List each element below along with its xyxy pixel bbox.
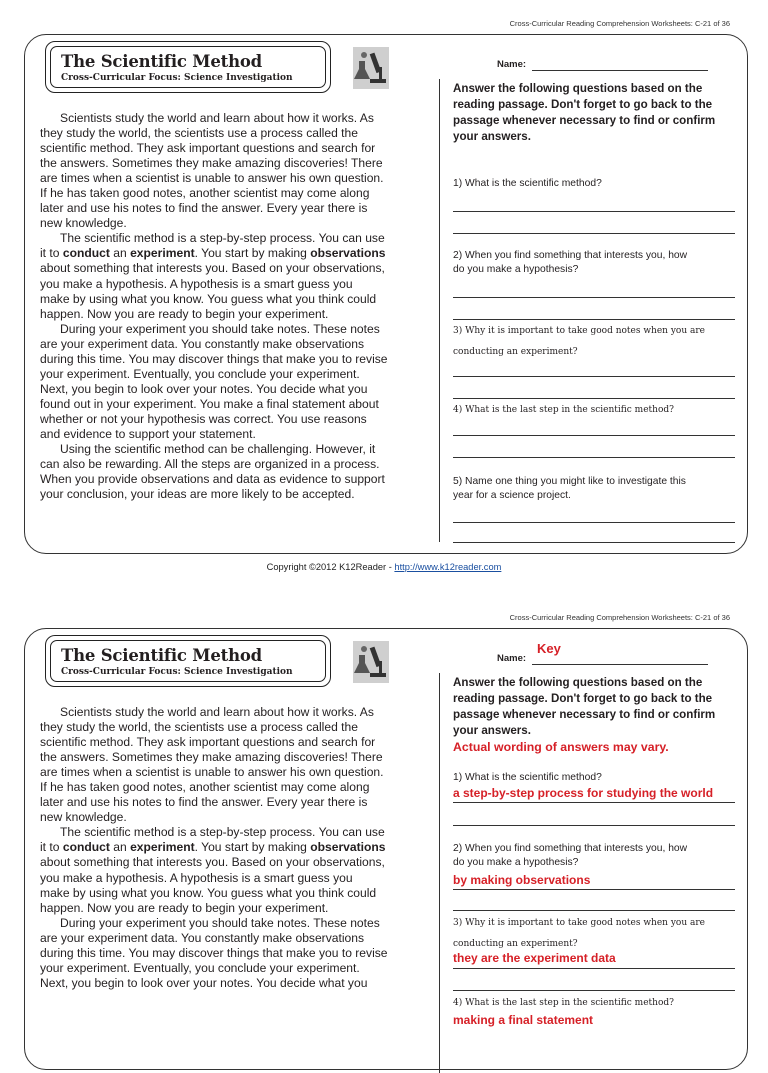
name-field[interactable]: [532, 70, 708, 71]
microscope-icon: [353, 47, 389, 89]
answer-line[interactable]: [453, 889, 735, 890]
title-box: [45, 41, 331, 93]
answer-line[interactable]: [453, 233, 735, 234]
question-3: 3) Why it is important to take good notes when you are conducting an experiment?: [453, 918, 705, 949]
answer-4: making a final statement: [453, 1013, 594, 1027]
worksheet-top: [24, 34, 748, 554]
key-label: Key: [537, 641, 561, 656]
answer-line[interactable]: [453, 542, 735, 543]
answer-line[interactable]: [453, 802, 735, 803]
copyright-link[interactable]: http://www.k12reader.com: [394, 562, 502, 572]
question-4: 4) What is the last step in the scientific method?: [453, 405, 674, 415]
page-title: The Scientific Method: [61, 52, 263, 71]
paragraph: During your experiment you should take notes. These notes are your experiment data. You constantly make observations during this time. You may discover things that make you to revise your experiment. Eventually, you conclude your experiment. Next, you begin to look over your notes. You decide what you found out in your experiment. You make a final statement about whether or not your hypothesis was correct. You use reasons and evidence to support your statement.: [40, 321, 388, 441]
answer-note: Actual wording of answers may vary.: [453, 740, 669, 754]
question-1: 1) What is the scientific method?: [453, 178, 602, 189]
question-2: 2) When you find something that interests you, how do you make a hypothesis?: [453, 250, 688, 275]
paragraph: Using the scientific method can be challenging. However, it can also be rewarding. All the steps are organized in a process. When you provide observations and data as evidence to support your conclusion, your ideas are more likely to be accepted.: [40, 442, 385, 502]
answer-line[interactable]: [453, 522, 735, 523]
page-subtitle: Cross-Curricular Focus: Science Investigation: [61, 667, 293, 677]
instructions: Answer the following questions based on the reading passage. Don't forget to go back to the passage whenever necessary to find or confirm your answers.: [453, 676, 716, 737]
question-1: 1) What is the scientific method?: [453, 772, 602, 783]
answer-2: by making observations: [453, 873, 591, 887]
answer-3: they are the experiment data: [453, 951, 616, 965]
title-box: [45, 635, 331, 687]
microscope-icon: [353, 641, 389, 683]
instructions: Answer the following questions based on the reading passage. Don't forget to go back to the passage whenever necessary to find or confirm your answers.: [453, 82, 716, 143]
answer-1: a step-by-step process for studying the world: [453, 786, 714, 800]
answer-line[interactable]: [453, 376, 735, 377]
answer-line[interactable]: [453, 435, 735, 436]
paragraph: The scientific method is a step-by-step process. You can use it to conduct an experiment. You start by making observations about something that interests you. Based on your observations, you make a hypothesis. A hypothesis is a smart guess you make by using what you know. You guess what you think could happen. Now you are ready to begin your experiment.: [40, 231, 386, 321]
question-4: 4) What is the last step in the scientific method?: [453, 998, 674, 1008]
answer-line[interactable]: [453, 825, 735, 826]
paragraph: The scientific method is a step-by-step process. You can use it to conduct an experiment. You start by making observations about something that interests you. Based on your observations, you make a hypothesis. A hypothesis is a smart guess you make by using what you know. You guess what you think could happen. Now you are ready to begin your experiment.: [40, 825, 386, 915]
column-divider: [439, 79, 440, 542]
reading-passage: [40, 111, 438, 502]
page-subtitle: Cross-Curricular Focus: Science Investigation: [61, 73, 293, 83]
question-3: 3) Why it is important to take good notes when you are conducting an experiment?: [453, 326, 705, 357]
answer-line[interactable]: [453, 211, 735, 212]
paragraph: Scientists study the world and learn about how it works. As they study the world, the scientists use a process called the scientific method. They ask important questions and search for the answers. Sometimes they make amazing discoveries! There are times when a scientist is unable to answer his own question. If he has taken good notes, another scientist may come along later and use his notes to find the answer. Every year there is new knowledge.: [40, 111, 384, 231]
name-label: Name:: [497, 653, 527, 664]
column-divider: [439, 673, 440, 1073]
answer-line[interactable]: [453, 990, 735, 991]
answer-line[interactable]: [453, 968, 735, 969]
answer-line[interactable]: [453, 910, 735, 911]
page-header: Cross-Curricular Reading Comprehension Worksheets: C-21 of 36: [509, 613, 730, 622]
reading-passage: [40, 705, 438, 991]
page-header: Cross-Curricular Reading Comprehension Worksheets: C-21 of 36: [509, 19, 730, 28]
answer-line[interactable]: [453, 297, 735, 298]
name-label: Name:: [497, 59, 527, 70]
copyright: Copyright ©2012 K12Reader - http://www.k12reader.com: [266, 562, 502, 572]
paragraph: During your experiment you should take notes. These notes are your experiment data. You constantly make observations during this time. You may discover things that make you to revise your experiment. Eventually, you conclude your experiment. Next, you begin to look over your notes. You decide what you: [40, 915, 388, 990]
answer-line[interactable]: [453, 319, 735, 320]
answer-line[interactable]: [453, 398, 735, 399]
paragraph: Scientists study the world and learn about how it works. As they study the world, the scientists use a process called the scientific method. They ask important questions and search for the answers. Sometimes they make amazing discoveries! There are times when a scientist is unable to answer his own question. If he has taken good notes, another scientist may come along later and use his notes to find the answer. Every year there is new knowledge.: [40, 705, 384, 825]
question-5: 5) Name one thing you might like to investigate this year for a science project.: [453, 476, 686, 501]
name-field[interactable]: [532, 664, 708, 665]
worksheet-key: [24, 628, 748, 1070]
question-2: 2) When you find something that interests you, how do you make a hypothesis?: [453, 843, 688, 868]
answer-line[interactable]: [453, 457, 735, 458]
page-title: The Scientific Method: [61, 646, 263, 665]
